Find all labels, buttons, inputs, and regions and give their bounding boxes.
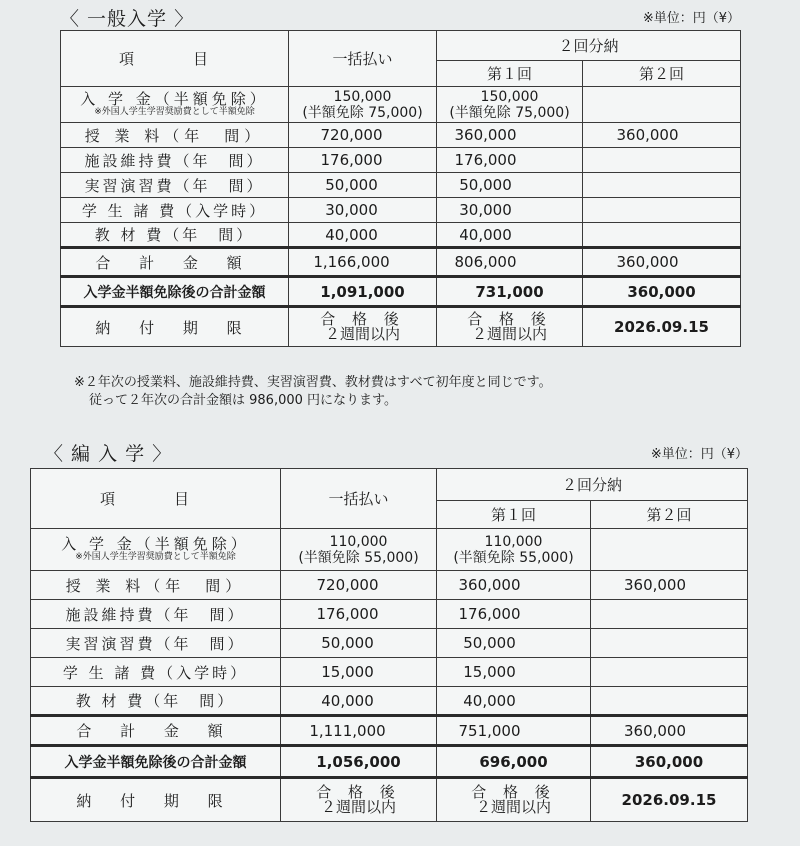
deadline-first-line2: ２週間以内 bbox=[471, 325, 547, 343]
footnote: ※２年次の授業料、施設維持費、実習演習費、教材費はすべて初年度と同じです。 bbox=[74, 375, 552, 390]
fee-table bbox=[60, 30, 741, 347]
table-row bbox=[31, 600, 748, 629]
table-row bbox=[31, 687, 748, 716]
total-row bbox=[61, 248, 741, 277]
table-row bbox=[31, 658, 748, 687]
deadline-first-line2: ２週間以内 bbox=[475, 798, 551, 816]
cell-first: 40,000 bbox=[437, 687, 591, 716]
discounted-second: 360,000 bbox=[583, 277, 741, 307]
cell-lump: 150,000 bbox=[333, 88, 392, 105]
cell-lump: 15,000 bbox=[281, 658, 437, 687]
cell-first: 150,000 bbox=[480, 88, 539, 105]
discounted-second: 360,000 bbox=[591, 746, 748, 778]
discounted-lump: 1,091,000 bbox=[289, 277, 437, 307]
header-second: 第２回 bbox=[583, 61, 741, 87]
cell-lump: 720,000 bbox=[289, 123, 437, 148]
cell-first: 110,000 bbox=[484, 533, 543, 550]
cell-second bbox=[583, 173, 741, 198]
deadline-first-line1: 合 格 後 bbox=[467, 310, 552, 328]
row-label: 実習演習費（年 間） bbox=[61, 173, 289, 198]
general-admission-section bbox=[0, 0, 800, 408]
cell-first: 360,000 bbox=[437, 123, 583, 148]
footnotes bbox=[74, 374, 552, 410]
deadline-second: 2026.09.15 bbox=[583, 307, 741, 347]
cell-first: 360,000 bbox=[437, 571, 591, 600]
section-title: 〈 一般入学 〉 bbox=[60, 8, 195, 30]
discounted-total-row bbox=[61, 277, 741, 307]
discounted-label: 入学金半額免除後の合計金額 bbox=[61, 277, 289, 307]
deadline-second: 2026.09.15 bbox=[591, 778, 748, 822]
discounted-lump: 1,056,000 bbox=[281, 746, 437, 778]
total-row bbox=[31, 716, 748, 746]
deadline-lump-line2: ２週間以内 bbox=[320, 798, 396, 816]
discounted-first: 731,000 bbox=[437, 277, 583, 307]
cell-lump: 40,000 bbox=[281, 687, 437, 716]
cell-first: 40,000 bbox=[437, 223, 583, 248]
header-two-installments: ２回分納 bbox=[437, 31, 741, 61]
table-row bbox=[31, 571, 748, 600]
unit-note: ※単位：円（¥） bbox=[642, 11, 740, 26]
row-label: 教 材 費（年 間） bbox=[61, 223, 289, 248]
footnote: 従って２年次の合計金額は 986,000 円になります。 bbox=[89, 393, 397, 408]
header-item: 項 目 bbox=[31, 469, 281, 529]
row-note: ※外国人学生学習奨励費として半額免除 bbox=[75, 552, 236, 562]
cell-lump: 176,000 bbox=[289, 148, 437, 173]
cell-second bbox=[583, 198, 741, 223]
cell-first: 176,000 bbox=[437, 600, 591, 629]
header-two-installments: ２回分納 bbox=[437, 469, 748, 501]
cell-second bbox=[583, 148, 741, 173]
cell-first-sub: (半額免除 75,000) bbox=[449, 104, 570, 121]
total-label: 合 計 金 額 bbox=[31, 716, 281, 746]
cell-lump: 110,000 bbox=[329, 533, 388, 550]
total-label: 合 計 金 額 bbox=[61, 248, 289, 277]
deadline-lump-line2: ２週間以内 bbox=[324, 325, 400, 343]
deadline-lump-line1: 合 格 後 bbox=[320, 310, 405, 328]
deadline-row bbox=[31, 778, 748, 822]
table-row bbox=[61, 123, 741, 148]
header-first: 第１回 bbox=[437, 61, 583, 87]
header-lump-sum: 一括払い bbox=[289, 31, 437, 87]
transfer-admission-section bbox=[0, 436, 800, 816]
header-lump-sum: 一括払い bbox=[281, 469, 437, 529]
section-header bbox=[0, 0, 800, 30]
row-label: 学 生 諸 費（入学時） bbox=[61, 198, 289, 223]
total-lump: 1,166,000 bbox=[289, 248, 437, 277]
row-label: 実習演習費（年 間） bbox=[31, 629, 281, 658]
row-label: 施設維持費（年 間） bbox=[31, 600, 281, 629]
cell-second bbox=[591, 658, 748, 687]
table-row bbox=[61, 87, 741, 123]
header-item: 項 目 bbox=[61, 31, 289, 87]
unit-note: ※単位：円（¥） bbox=[650, 447, 748, 462]
discounted-label: 入学金半額免除後の合計金額 bbox=[31, 746, 281, 778]
row-label: 授 業 料（年 間） bbox=[61, 123, 289, 148]
table-row bbox=[61, 223, 741, 248]
discounted-first: 696,000 bbox=[437, 746, 591, 778]
row-label: 入 学 金（半額免除） bbox=[80, 90, 269, 108]
total-lump: 1,111,000 bbox=[281, 716, 437, 746]
row-label: 授 業 料（年 間） bbox=[31, 571, 281, 600]
cell-first: 176,000 bbox=[437, 148, 583, 173]
cell-lump: 50,000 bbox=[289, 173, 437, 198]
cell-lump: 720,000 bbox=[281, 571, 437, 600]
cell-lump-sub: (半額免除 75,000) bbox=[302, 104, 423, 121]
row-label: 入 学 金（半額免除） bbox=[61, 535, 250, 553]
row-note: ※外国人学生学習奨励費として半額免除 bbox=[94, 107, 255, 117]
cell-second bbox=[591, 600, 748, 629]
cell-second bbox=[591, 529, 748, 571]
cell-second: 360,000 bbox=[583, 123, 741, 148]
cell-lump: 40,000 bbox=[289, 223, 437, 248]
total-second: 360,000 bbox=[591, 716, 748, 746]
cell-first: 15,000 bbox=[437, 658, 591, 687]
row-label: 学 生 諸 費（入学時） bbox=[31, 658, 281, 687]
cell-lump: 50,000 bbox=[281, 629, 437, 658]
total-first: 751,000 bbox=[437, 716, 591, 746]
section-header bbox=[0, 436, 800, 466]
table-row bbox=[61, 173, 741, 198]
cell-second bbox=[591, 629, 748, 658]
deadline-label: 納 付 期 限 bbox=[61, 307, 289, 347]
cell-first-sub: (半額免除 55,000) bbox=[453, 549, 574, 566]
row-label: 教 材 費（年 間） bbox=[31, 687, 281, 716]
cell-first: 50,000 bbox=[437, 173, 583, 198]
fee-table bbox=[30, 468, 748, 822]
table-row bbox=[31, 529, 748, 571]
deadline-label: 納 付 期 限 bbox=[31, 778, 281, 822]
section-title: 〈 編 入 学 〉 bbox=[44, 443, 173, 465]
total-second: 360,000 bbox=[583, 248, 741, 277]
row-label: 施設維持費（年 間） bbox=[61, 148, 289, 173]
deadline-row bbox=[61, 307, 741, 347]
cell-second: 360,000 bbox=[591, 571, 748, 600]
deadline-lump-line1: 合 格 後 bbox=[316, 783, 401, 801]
total-first: 806,000 bbox=[437, 248, 583, 277]
deadline-first-line1: 合 格 後 bbox=[471, 783, 556, 801]
cell-second bbox=[591, 687, 748, 716]
cell-lump-sub: (半額免除 55,000) bbox=[298, 549, 419, 566]
cell-lump: 30,000 bbox=[289, 198, 437, 223]
header-first: 第１回 bbox=[437, 501, 591, 529]
cell-first: 30,000 bbox=[437, 198, 583, 223]
header-second: 第２回 bbox=[591, 501, 748, 529]
cell-second bbox=[583, 87, 741, 123]
table-row bbox=[61, 148, 741, 173]
table-row bbox=[61, 198, 741, 223]
cell-first: 50,000 bbox=[437, 629, 591, 658]
cell-second bbox=[583, 223, 741, 248]
table-row bbox=[31, 629, 748, 658]
discounted-total-row bbox=[31, 746, 748, 778]
cell-lump: 176,000 bbox=[281, 600, 437, 629]
